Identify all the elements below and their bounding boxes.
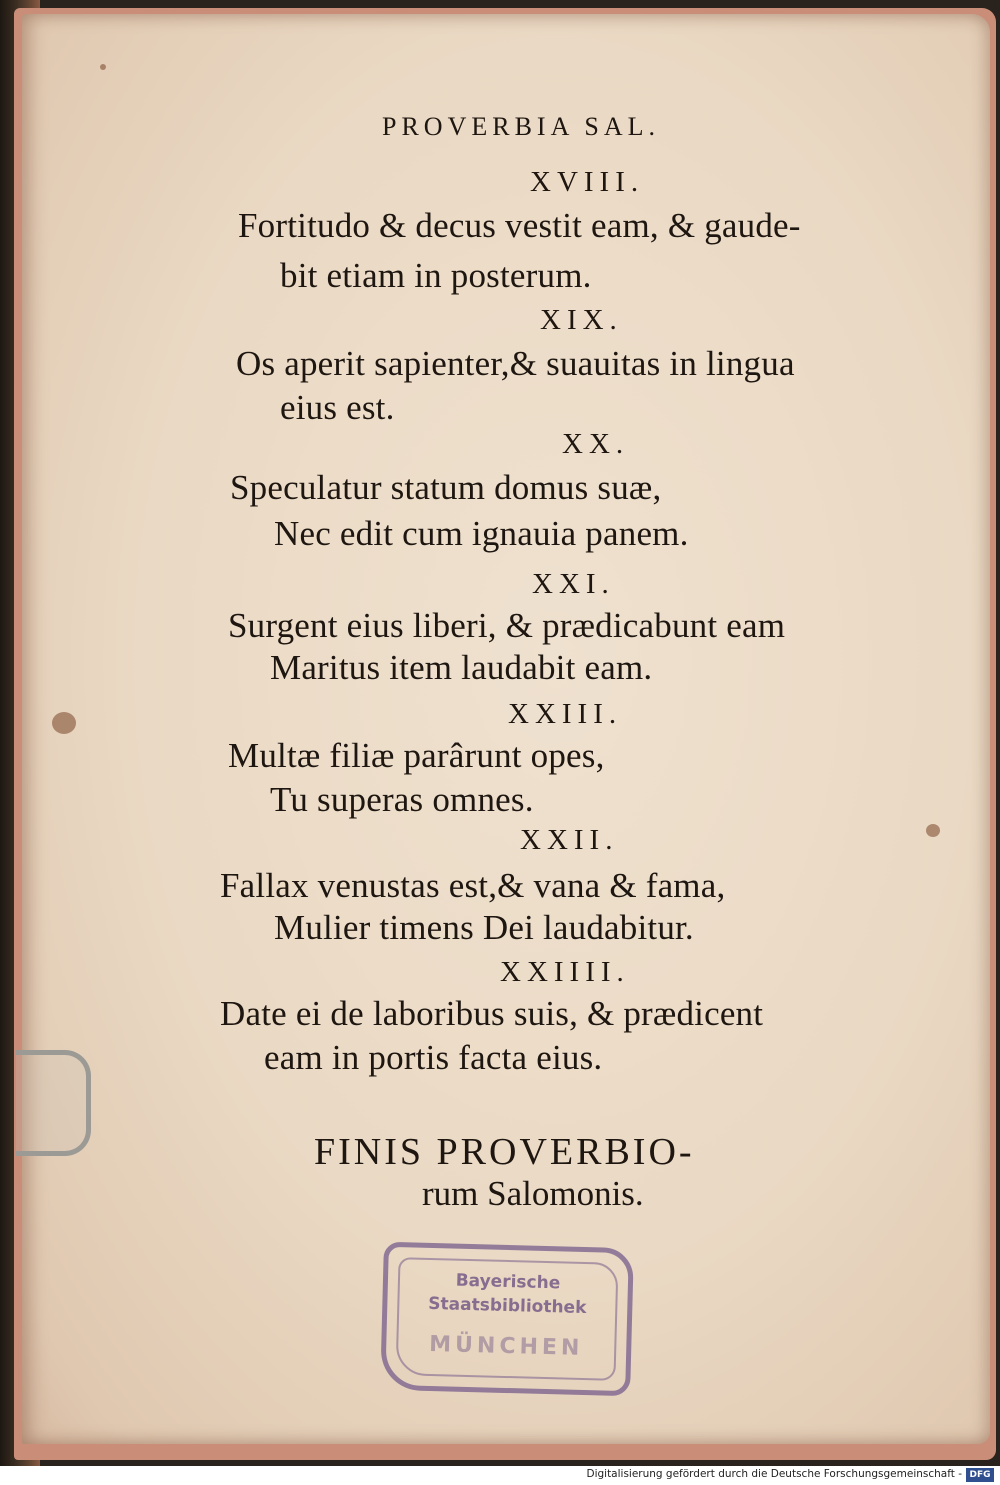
verse-line: Os aperit sapienter,& suauitas in lingua [236,344,795,383]
verse-numeral: XXIIII. [500,956,630,988]
footer-bar [0,1466,1000,1485]
book-page [22,14,990,1444]
verse-numeral: XX. [562,428,630,460]
finis-line: FINIS PROVERBIO- [314,1131,695,1173]
verse-numeral: XXII. [520,824,619,856]
running-head: PROVERBIA SAL. [382,112,661,141]
finis-line: rum Salomonis. [422,1174,644,1213]
verse-numeral: XXIII. [508,698,623,730]
verse-line: Date ei de laboribus suis, & prædicent [220,994,764,1033]
verse-line: Multæ filiæ parârunt opes, [228,736,605,775]
verse-numeral: XVIII. [530,166,645,198]
page-clip [16,1050,91,1156]
stamp-text: Staatsbibliothek [428,1293,587,1319]
verse-line: Fortitudo & decus vestit eam, & gaude- [238,206,801,245]
stamp-text: Bayerische [455,1270,561,1294]
verse-line: Tu superas omnes. [270,780,534,819]
dfg-logo: DFG [966,1468,994,1482]
page-text [22,14,990,1444]
library-stamp [380,1242,634,1396]
verse-numeral: XIX. [540,304,623,336]
verse-line: eius est. [280,388,395,427]
stamp-text: MÜNCHEN [428,1331,584,1362]
verse-line: Speculatur statum domus suæ, [230,468,662,507]
verse-line: Nec edit cum ignauia panem. [274,514,689,553]
verse-line: Maritus item laudabit eam. [270,648,653,687]
verse-line: Surgent eius liberi, & prædicabunt eam [228,606,786,645]
verse-line: eam in portis facta eius. [264,1038,603,1077]
verse-line: Mulier timens Dei laudabitur. [274,908,694,947]
verse-line: bit etiam in posterum. [280,256,592,295]
verse-numeral: XXI. [532,568,615,600]
funding-credit: Digitalisierung gefördert durch die Deutsche Forschungsgemeinschaft - [586,1468,962,1480]
verse-line: Fallax venustas est,& vana & fama, [220,866,726,905]
